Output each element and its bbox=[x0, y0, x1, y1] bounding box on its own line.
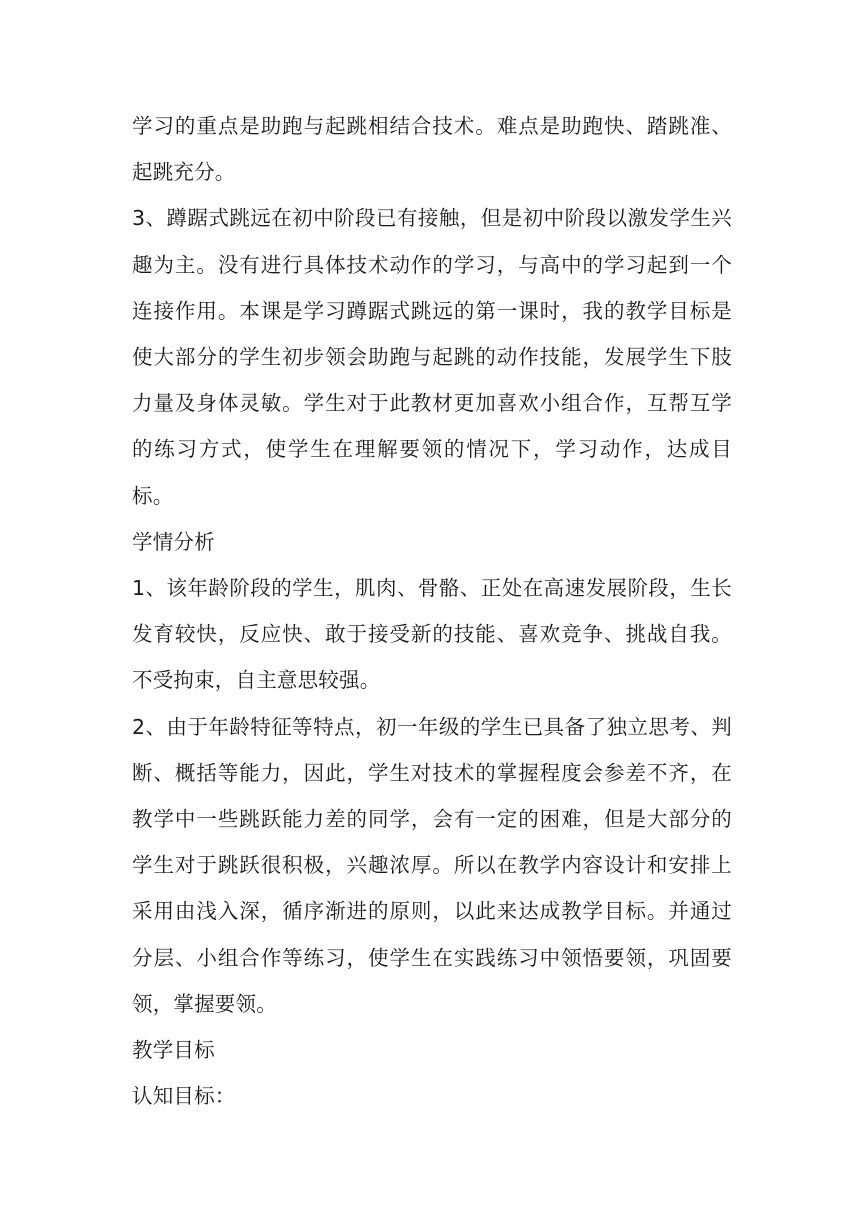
paragraph-student-analysis-1: 1、该年龄阶段的学生，肌肉、骨骼、正处在高速发展阶段，生长发育较快，反应快、敢于接受新的技能、喜欢竞争、挑战自我。不受拘束，自主意思较强。 bbox=[132, 576, 732, 693]
paragraph-key-points: 学习的重点是助跑与起跳相结合技术。难点是助跑快、踏跳准、起跳充分。 bbox=[132, 114, 732, 185]
paragraph-student-analysis-2: 2、由于年龄特征等特点，初一年级的学生已具备了独立思考、判断、概括等能力，因此，学生对技术的掌握程度会参差不齐，在教学中一些跳跃能力差的同学，会有一定的困难，但是大部分的学生对于跳跃很积极，兴趣浓厚。所以在教学内容设计和安排上采用由浅入深，循序渐进的原则，以此来达成教学目标。并通过分层、小组合作等练习，使学生在实践练习中领悟要领，巩固要领，掌握要领。 bbox=[132, 714, 732, 1016]
heading-student-analysis: 学情分析 bbox=[132, 529, 215, 554]
heading-teaching-objectives: 教学目标 bbox=[132, 1038, 215, 1063]
paragraph-teaching-goal-3: 3、蹲踞式跳远在初中阶段已有接触，但是初中阶段以激发学生兴趣为主。没有进行具体技术动作的学习，与高中的学习起到一个连接作用。本课是学习蹲踞式跳远的第一课时，我的教学目标是使大部分的学生初步领会助跑与起跳的动作技能，发展学生下肢力量及身体灵敏。学生对于此教材更加喜欢小组合作，互帮互学的练习方式，使学生在理解要领的情况下，学习动作，达成目标。 bbox=[132, 206, 732, 508]
heading-cognitive-objectives: 认知目标： bbox=[132, 1084, 236, 1109]
document-body bbox=[132, 103, 732, 1119]
